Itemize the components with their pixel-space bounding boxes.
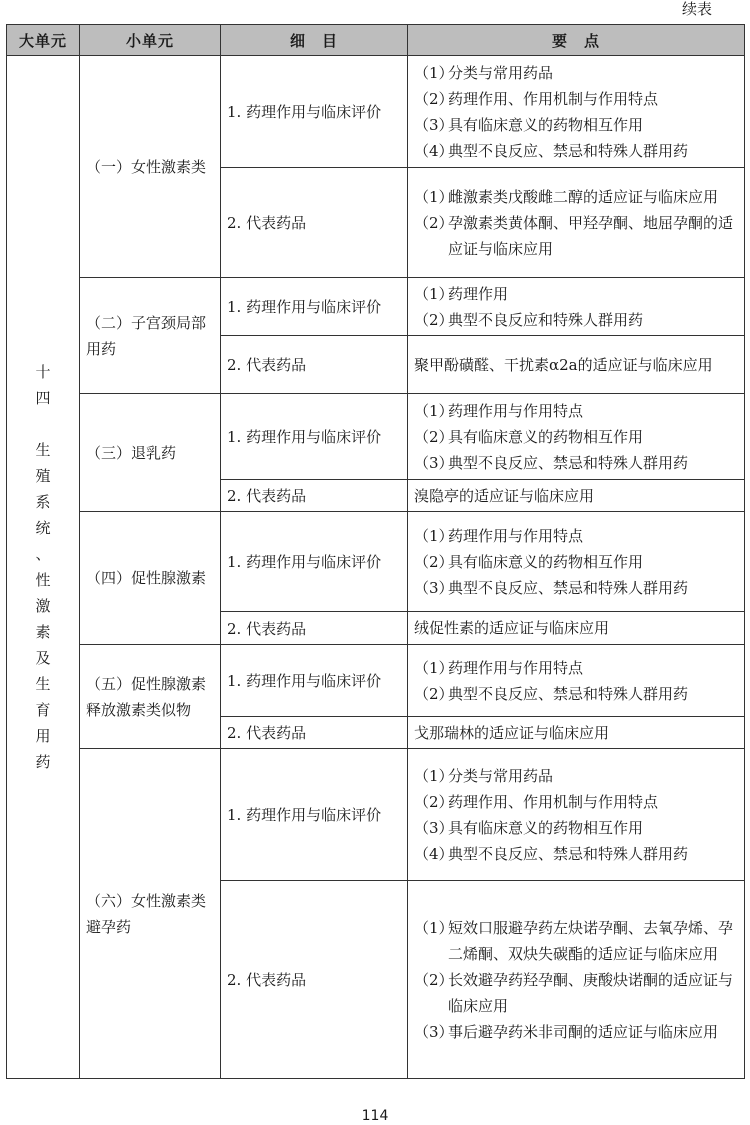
point-item: （4）典型不良反应、禁忌和特殊人群用药 — [414, 141, 689, 160]
points-cell — [408, 56, 745, 168]
table-row — [7, 394, 745, 480]
detail-cell: 2. 代表药品 — [221, 336, 408, 394]
table-row — [7, 278, 745, 336]
subunit-name: （五）促性腺激素释放激素类似物 — [80, 645, 221, 749]
header-unit: 大单元 — [7, 25, 80, 56]
header-row — [7, 25, 745, 56]
detail-cell: 1. 药理作用与临床评价 — [221, 512, 408, 612]
point-item: （2）典型不良反应和特殊人群用药 — [414, 310, 644, 329]
points-cell: 戈那瑞林的适应证与临床应用 — [408, 717, 745, 749]
point-item: （1）短效口服避孕药左炔诺孕酮、去氧孕烯、孕二烯酮、双炔失碳酯的适应证与临床应用 — [414, 918, 734, 963]
header-detail: 细 目 — [221, 25, 408, 56]
detail-cell: 2. 代表药品 — [221, 168, 408, 278]
detail-cell: 2. 代表药品 — [221, 881, 408, 1079]
unit-title: 十 四 生 殖 系 统 、 性 激 素 及 生 育 用 药 — [35, 363, 51, 771]
subunit-name: （一）女性激素类 — [80, 56, 221, 278]
points-cell — [408, 278, 745, 336]
point-item: （2）典型不良反应、禁忌和特殊人群用药 — [414, 684, 689, 703]
subunit-name: （三）退乳药 — [80, 394, 221, 512]
point-item: （3）典型不良反应、禁忌和特殊人群用药 — [414, 453, 689, 472]
detail-cell: 1. 药理作用与临床评价 — [221, 56, 408, 168]
continued-label: 续表 — [681, 0, 712, 18]
points-cell — [408, 512, 745, 612]
point-item: （4）典型不良反应、禁忌和特殊人群用药 — [414, 844, 689, 863]
table-row — [7, 749, 745, 881]
detail-cell: 2. 代表药品 — [221, 612, 408, 645]
header-subunit: 小单元 — [80, 25, 221, 56]
points-cell: 溴隐亭的适应证与临床应用 — [408, 480, 745, 512]
point-item: （2）长效避孕药羟孕酮、庚酸炔诺酮的适应证与临床应用 — [414, 970, 734, 1015]
point-item: （2）具有临床意义的药物相互作用 — [414, 427, 644, 446]
point-item: （2）药理作用、作用机制与作用特点 — [414, 792, 659, 811]
points-cell — [408, 749, 745, 881]
subunit-name: （二）子宫颈局部用药 — [80, 278, 221, 394]
subunit-name: （六）女性激素类避孕药 — [80, 749, 221, 1079]
point-item: （1）雌激素类戊酸雌二醇的适应证与临床应用 — [414, 187, 719, 206]
point-item: （1）分类与常用药品 — [414, 63, 554, 82]
table-row — [7, 56, 745, 168]
point-item: （3）事后避孕药米非司酮的适应证与临床应用 — [414, 1022, 719, 1041]
subunit-name: （四）促性腺激素 — [80, 512, 221, 645]
points-cell: 绒促性素的适应证与临床应用 — [408, 612, 745, 645]
detail-cell: 2. 代表药品 — [221, 717, 408, 749]
detail-cell: 1. 药理作用与临床评价 — [221, 645, 408, 717]
header-points: 要 点 — [408, 25, 745, 56]
table-row — [7, 645, 745, 717]
point-item: （2）孕激素类黄体酮、甲羟孕酮、地屈孕酮的适应证与临床应用 — [414, 213, 734, 258]
point-item: （1）药理作用 — [414, 284, 509, 303]
detail-cell: 1. 药理作用与临床评价 — [221, 278, 408, 336]
points-cell — [408, 168, 745, 278]
point-item: （3）典型不良反应、禁忌和特殊人群用药 — [414, 578, 689, 597]
page-number: 114 — [361, 1108, 389, 1124]
point-item: （1）药理作用与作用特点 — [414, 401, 584, 420]
points-cell — [408, 394, 745, 480]
point-item: （1）药理作用与作用特点 — [414, 658, 584, 677]
point-item: （1）药理作用与作用特点 — [414, 526, 584, 545]
point-item: （2）药理作用、作用机制与作用特点 — [414, 89, 659, 108]
detail-cell: 1. 药理作用与临床评价 — [221, 394, 408, 480]
syllabus-table — [6, 24, 745, 1079]
points-cell — [408, 645, 745, 717]
point-item: （2）具有临床意义的药物相互作用 — [414, 552, 644, 571]
points-cell — [408, 881, 745, 1079]
points-cell: 聚甲酚磺醛、干扰素α2a的适应证与临床应用 — [408, 336, 745, 394]
unit-cell — [7, 56, 80, 1079]
detail-cell: 2. 代表药品 — [221, 480, 408, 512]
detail-cell: 1. 药理作用与临床评价 — [221, 749, 408, 881]
point-item: （3）具有临床意义的药物相互作用 — [414, 115, 644, 134]
point-item: （1）分类与常用药品 — [414, 766, 554, 785]
point-item: （3）具有临床意义的药物相互作用 — [414, 818, 644, 837]
table-row — [7, 512, 745, 612]
